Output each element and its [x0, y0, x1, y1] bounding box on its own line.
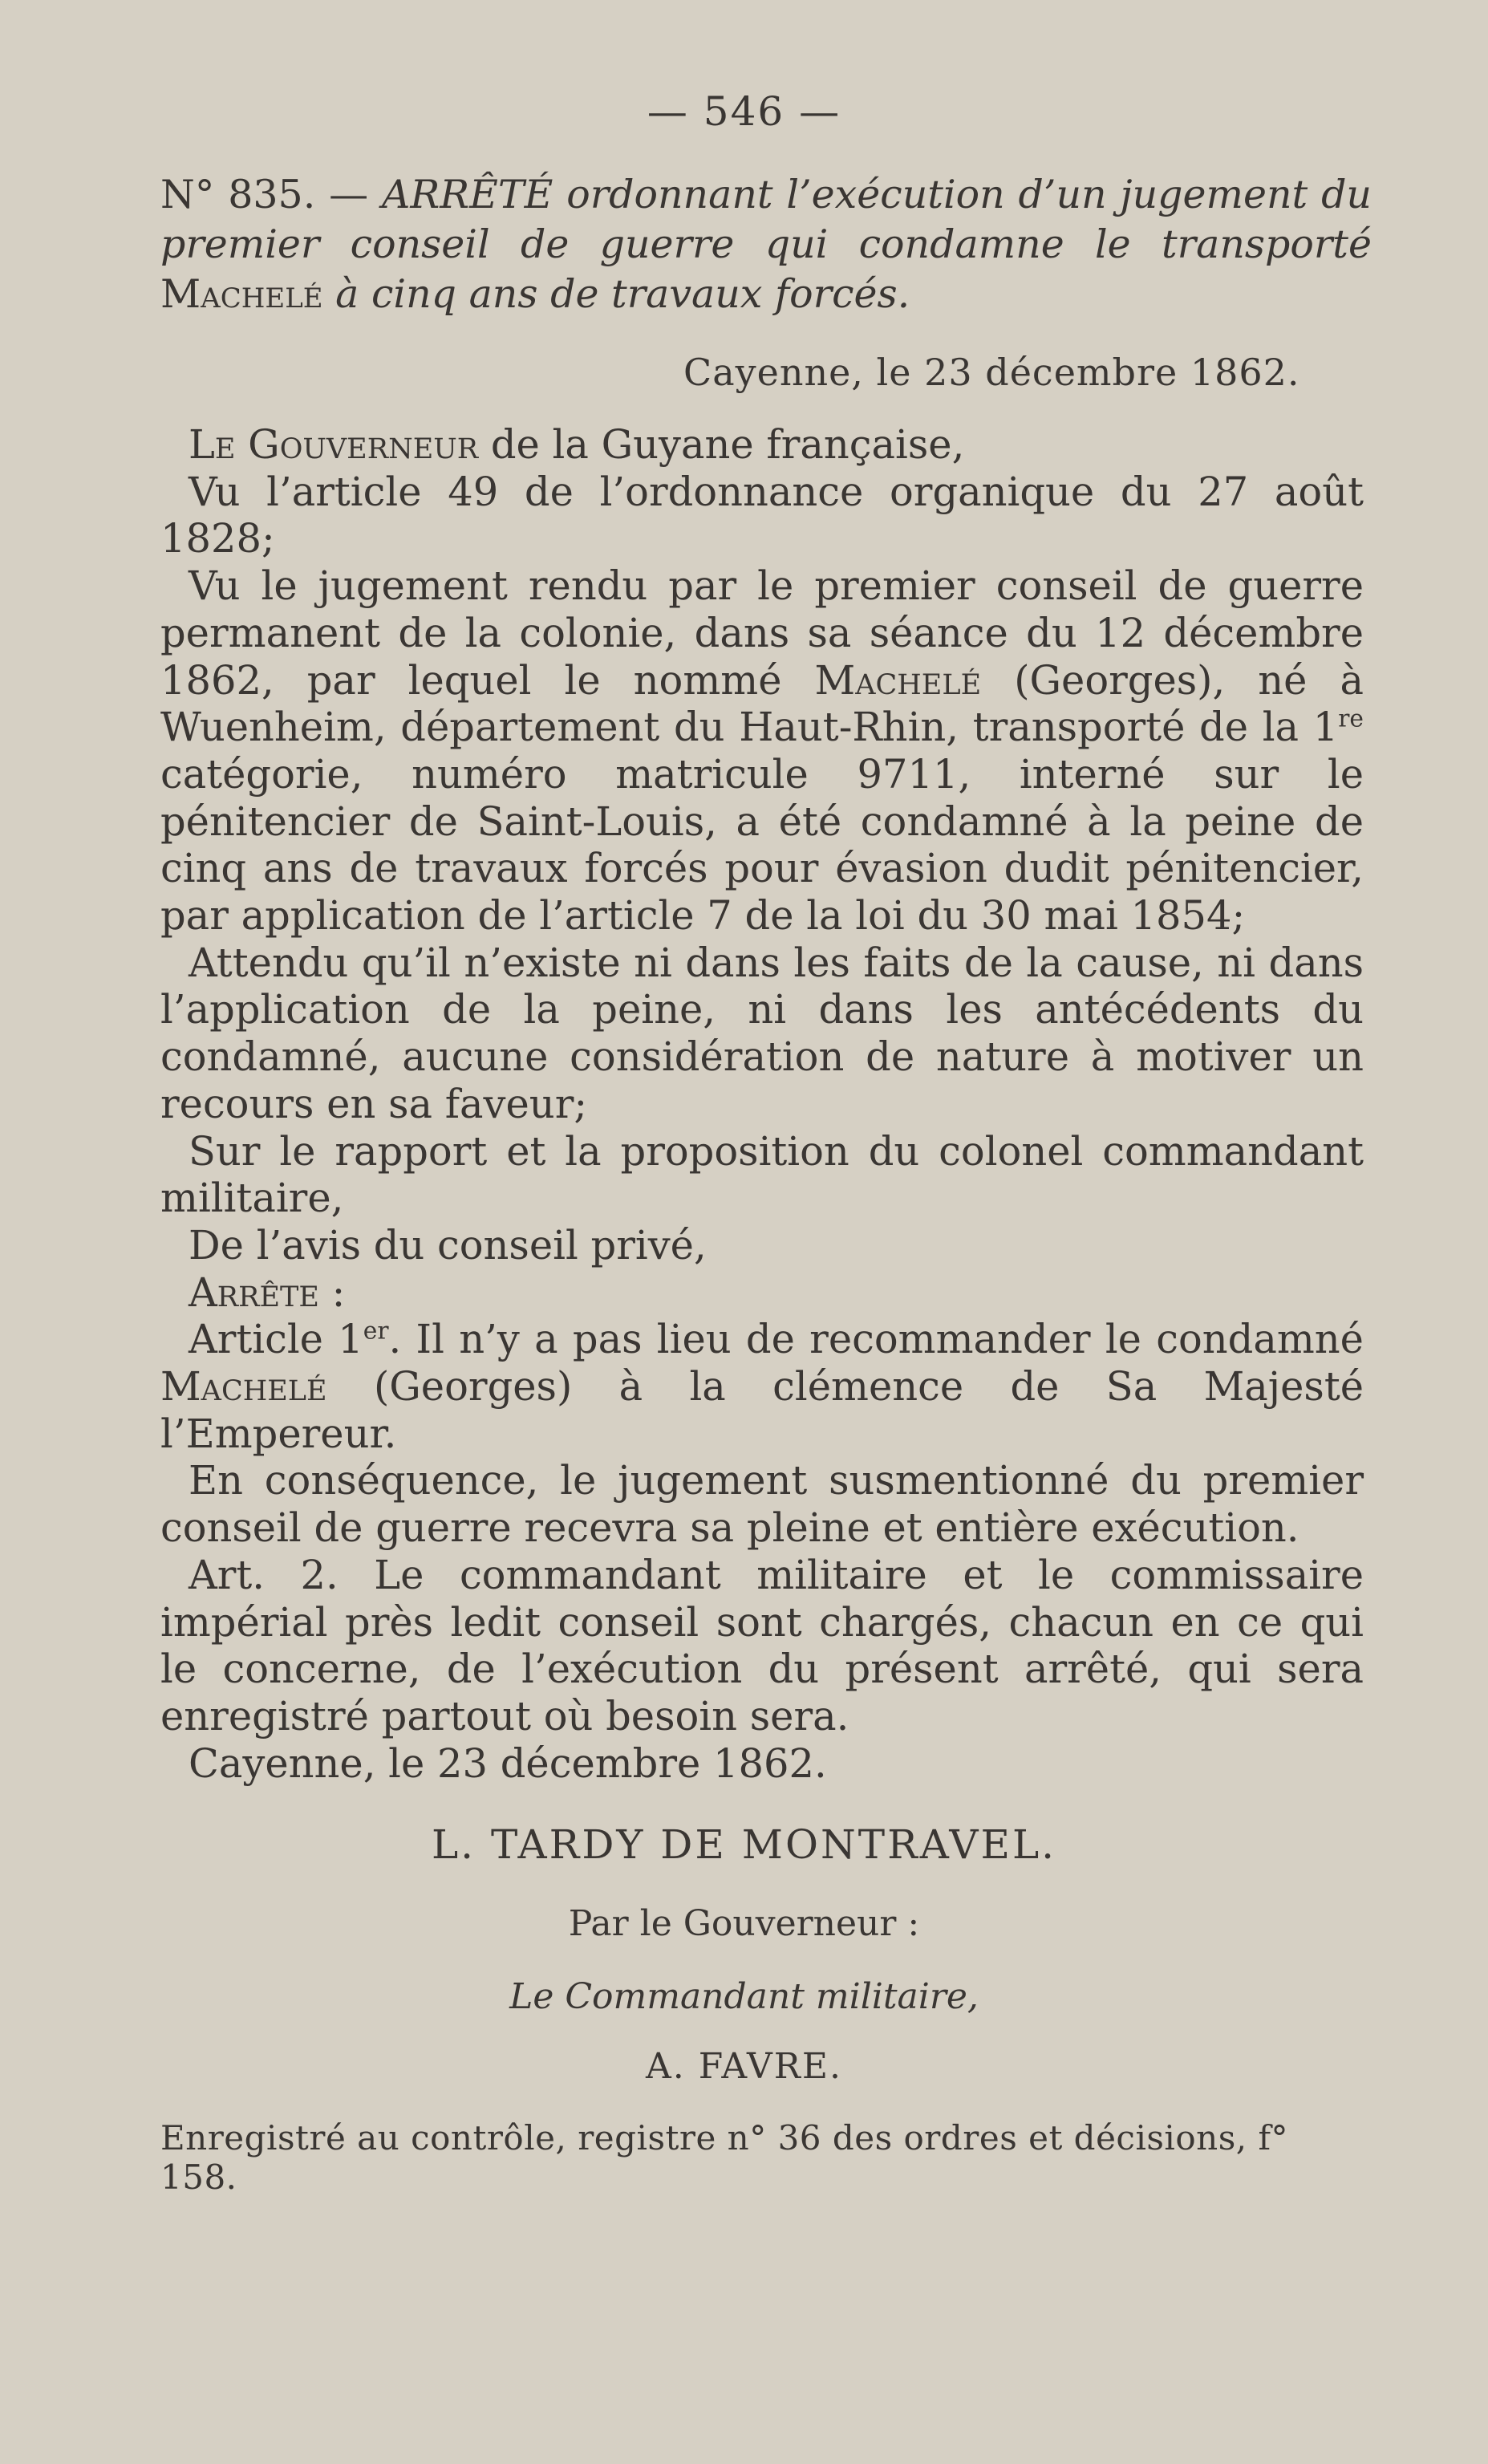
article-1-b: . Il n’y a pas lieu de recommander le condamné: [388, 1316, 1364, 1363]
vu-jugement-c: catégorie, numéro matricule 9711, interné sur le pénitencier de Saint-Louis, a été condamné à la peine de cinq ans de travaux forcés pour évasion dudit pénitencier, par application de l’article 7 de la loi du 30 mai 1854;: [160, 750, 1364, 940]
article-1-a: Article 1: [189, 1316, 363, 1363]
dateline: Cayenne, le 23 décembre 1862.: [683, 351, 1300, 394]
decree-number: N° 835. —: [160, 172, 382, 217]
page-number: — 546 —: [647, 88, 841, 135]
decree-body: [160, 421, 1364, 1787]
registration-note: Enregistré au contrôle, registre n° 36 des ordres et décisions, f° 158.: [160, 2118, 1288, 2197]
paragraph-rapport: Sur le rapport et la proposition du colonel commandant militaire,: [160, 1127, 1364, 1222]
paragraph-vu-article: Vu l’article 49 de l’ordonnance organique du 27 août 1828;: [160, 468, 1364, 562]
favre-signature: A. FAVRE.: [645, 2046, 843, 2087]
governor-rest: de la Guyane française,: [478, 421, 965, 468]
paragraph-article-1: [160, 1316, 1364, 1457]
commandant-militaire: Le Commandant militaire,: [509, 1976, 979, 2017]
vu-jugement-a: Vu le jugement rendu par le premier conseil de guerre permanent de la colonie, dans sa séance du 12 décembre 1862, par lequel le nommé: [160, 562, 1364, 704]
paragraph-closing-date: Cayenne, le 23 décembre 1862.: [189, 1739, 827, 1787]
decree-title-rest: ordonnant l’exécution d’un jugement du premier conseil de guerre qui condamne le transporté: [160, 172, 1372, 267]
governor-signature: L. TARDY DE MONTRAVEL.: [431, 1821, 1057, 1868]
paragraph-arrete: Arrête :: [189, 1269, 346, 1316]
decree-heading: [160, 170, 1372, 319]
paragraph-governor: [160, 421, 1364, 469]
article-1-c: (Georges) à la clémence de Sa Majesté l’Empereur.: [160, 1363, 1364, 1457]
par-le-gouverneur: Par le Gouverneur :: [568, 1903, 920, 1944]
paragraph-avis: De l’avis du conseil privé,: [189, 1221, 707, 1269]
decree-title-tail: à cinq ans de travaux forcés.: [322, 271, 910, 317]
paragraph-vu-jugement: [160, 562, 1364, 940]
paragraph-article-2: Art. 2. Le commandant militaire et le commissaire impérial près ledit conseil sont chargés, chacun en ce qui le concerne, de l’exécution du présent arrêté, qui sera enregistré partout où besoin sera.: [160, 1551, 1364, 1739]
article-1-name: Machelé: [160, 1363, 327, 1411]
decree-name: Machelé: [160, 271, 323, 317]
vu-jugement-name: Machelé: [814, 656, 982, 704]
vu-jugement-sup: re: [1338, 704, 1364, 733]
article-1-sup: er: [363, 1317, 389, 1346]
decree-title-word: ARRÊTÉ: [381, 172, 553, 217]
paragraph-attendu: Attendu qu’il n’existe ni dans les faits de la cause, ni dans l’application de la peine, ni dans les antécédents du condamné, aucune considération de nature à motiver un recours en sa faveur;: [160, 939, 1364, 1127]
paragraph-consequence: En conséquence, le jugement susmentionné du premier conseil de guerre recevra sa pleine et entière exécution.: [160, 1457, 1364, 1552]
vu-jugement-b: (Georges), né à Wuenheim, département du Haut-Rhin, transporté de la 1: [160, 656, 1364, 751]
governor-title: Le Gouverneur: [189, 421, 479, 468]
